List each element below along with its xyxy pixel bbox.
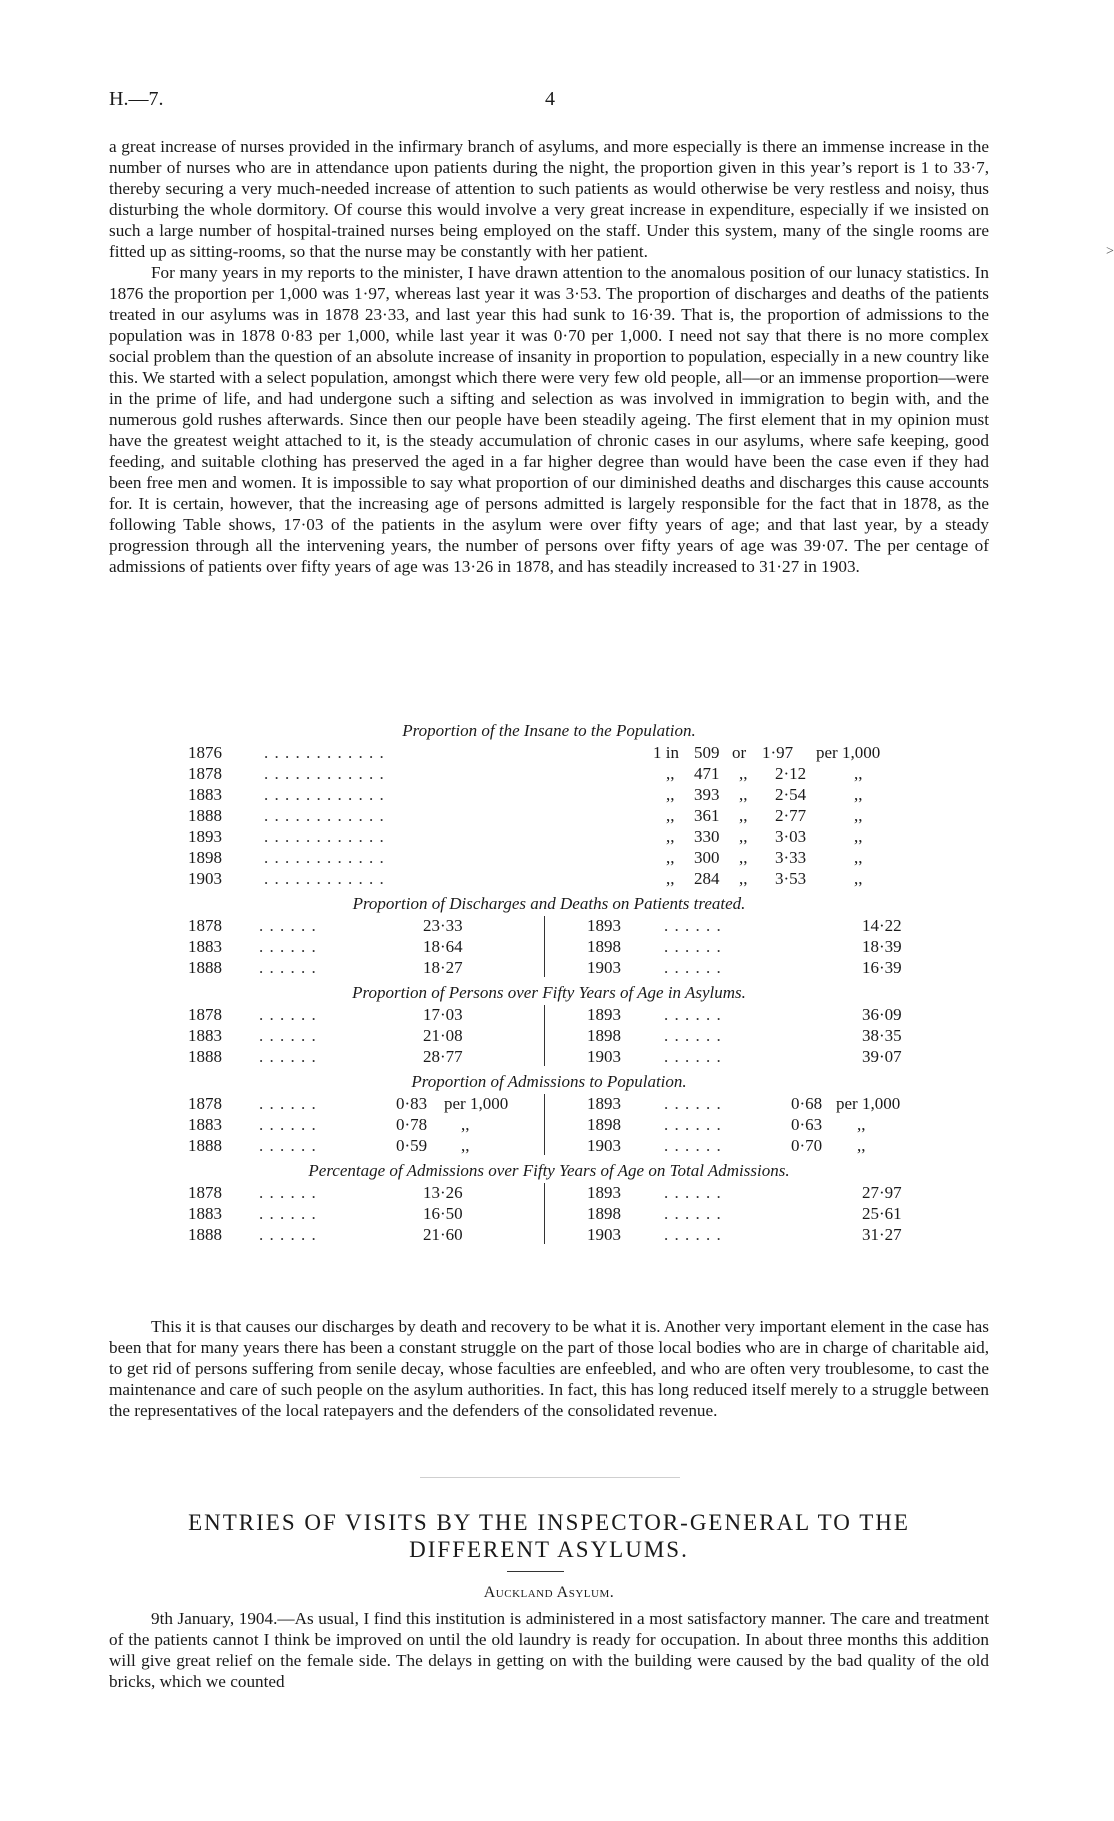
table-row (109, 1046, 989, 1067)
leader-dots: . . . . . . (259, 1225, 317, 1244)
year-cell-left: 1888 (188, 1136, 222, 1155)
paragraph-1: a great increase of nurses provided in the infirmary branch of asylums, and more especially is there an immense increase in the number of nurses who are in attendance upon patients during the night, the proportion given in this year’s report is 1 to 33·7, thereby securing a very much-needed increase of attention to such patients as would otherwise be very restless and noisy, thus disturbing the whole dormitory. Of course this would involve a very great increase in expenditure, especially if we insisted on such a large number of hospital-trained nurses being employed on the staff. Under this system, many of the single rooms are fitted up as sitting-rooms, so that the nurse may be constantly with her patient. (109, 137, 989, 261)
year-cell: 1878 (188, 764, 222, 783)
year-cell-left: 1883 (188, 1026, 222, 1045)
ratio-number: 284 (694, 869, 720, 888)
year-cell-right: 1893 (587, 1005, 621, 1024)
unit-left: ,, (461, 1136, 470, 1155)
ratio-lead: ,, (666, 827, 675, 846)
rate-value: 3·03 (775, 827, 807, 846)
leader-dots: . . . . . . . . . . . . (264, 827, 385, 846)
unit-right: ,, (857, 1115, 866, 1134)
leader-dots: . . . . . . (259, 1204, 317, 1223)
leader-dots: . . . . . . (664, 1094, 722, 1113)
leader-dots: . . . . . . (259, 1026, 317, 1045)
rate-value: 2·54 (775, 785, 807, 804)
table-5 (109, 1182, 989, 1245)
value-right: 18·39 (862, 937, 902, 956)
title-rule (507, 1571, 564, 1572)
year-cell-left: 1888 (188, 1047, 222, 1066)
visit-paragraph: 9th January, 1904.—As usual, I find this institution is administered in a most satisfactory manner. The care and treatment of the patients cannot I think be improved on until the old laundry is ready for occupation. In about three months this addition will give great relief on the female side. The delays in getting on with the building were caused by the bad quality of the old bricks, which we counted (109, 1609, 989, 1691)
value-right: 16·39 (862, 958, 902, 977)
table-3-caption: Proportion of Persons over Fifty Years of Age in Asylums. (352, 983, 746, 1002)
rate-value: 3·53 (775, 869, 807, 888)
section-title-line-2: DIFFERENT ASYLUMS. (409, 1537, 689, 1562)
ratio-number: 330 (694, 827, 720, 846)
table-row (109, 1025, 989, 1046)
section-title (109, 1509, 989, 1563)
value-left: 23·33 (423, 916, 463, 935)
rate-value: 3·33 (775, 848, 807, 867)
value-right: 36·09 (862, 1005, 902, 1024)
visit-text (109, 1608, 989, 1692)
value-left: 0·59 (396, 1136, 428, 1155)
year-cell-right: 1898 (587, 1115, 621, 1134)
leader-dots: . . . . . . (664, 1115, 722, 1134)
leader-dots: . . . . . . (664, 958, 722, 977)
table-row (109, 1135, 989, 1156)
year-cell-left: 1883 (188, 1115, 222, 1134)
year-cell-left: 1888 (188, 958, 222, 977)
value-left: 16·50 (423, 1204, 463, 1223)
rate-unit: ,, (854, 785, 863, 804)
table-row (109, 868, 989, 889)
value-right: 39·07 (862, 1047, 902, 1066)
year-cell-left: 1878 (188, 1005, 222, 1024)
ratio-lead: ,, (666, 764, 675, 783)
year-cell-left: 1878 (188, 1094, 222, 1113)
year-cell-left: 1878 (188, 916, 222, 935)
ratio-connector: ,, (739, 806, 748, 825)
table-row (109, 1093, 989, 1114)
year-cell: 1898 (188, 848, 222, 867)
value-right: 38·35 (862, 1026, 902, 1045)
leader-dots: . . . . . . (664, 1225, 722, 1244)
ratio-connector: or (732, 743, 747, 762)
rate-value: 1·97 (762, 743, 794, 762)
leader-dots: . . . . . . . . . . . . (264, 848, 385, 867)
value-right: 14·22 (862, 916, 902, 935)
value-left: 13·26 (423, 1183, 463, 1202)
table-row (109, 915, 989, 936)
year-cell: 1893 (188, 827, 222, 846)
ratio-connector: ,, (739, 785, 748, 804)
table-row (109, 805, 989, 826)
rate-unit: ,, (854, 764, 863, 783)
ratio-connector: ,, (739, 869, 748, 888)
asylum-subheading: Auckland Asylum. (483, 1584, 615, 1601)
table-row (109, 957, 989, 978)
ratio-connector: ,, (739, 827, 748, 846)
page-reference: H.—7. (109, 88, 164, 110)
ratio-number: 300 (694, 848, 720, 867)
table-row (109, 784, 989, 805)
table-4 (109, 1093, 989, 1156)
value-right: 0·70 (791, 1136, 823, 1155)
leader-dots: . . . . . . (664, 1183, 722, 1202)
upper-text (109, 136, 989, 577)
value-left: 18·27 (423, 958, 463, 977)
value-right: 27·97 (862, 1183, 902, 1202)
year-cell: 1876 (188, 743, 222, 762)
leader-dots: . . . . . . . . . . . . (264, 869, 385, 888)
leader-dots: . . . . . . . . . . . . (264, 806, 385, 825)
rate-unit: per 1,000 (816, 743, 881, 762)
value-left: 0·78 (396, 1115, 428, 1134)
table-3 (109, 1004, 989, 1067)
leader-dots: . . . . . . (664, 916, 722, 935)
ratio-number: 509 (694, 743, 720, 762)
rate-unit: ,, (854, 806, 863, 825)
ratio-lead: ,, (666, 785, 675, 804)
table-row (109, 936, 989, 957)
year-cell-right: 1893 (587, 916, 621, 935)
year-cell: 1883 (188, 785, 222, 804)
value-left: 21·60 (423, 1225, 463, 1244)
year-cell: 1903 (188, 869, 222, 888)
table-row (109, 1182, 989, 1203)
leader-dots: . . . . . . . . . . . . (264, 743, 385, 762)
year-cell-right: 1903 (587, 1047, 621, 1066)
unit-left: ,, (461, 1115, 470, 1134)
value-left: 18·64 (423, 937, 463, 956)
margin-mark: > (1106, 244, 1114, 259)
statistics-tables (109, 720, 989, 1245)
year-cell: 1888 (188, 806, 222, 825)
table-1 (109, 742, 989, 889)
leader-dots: . . . . . . . . . . . . (264, 764, 385, 783)
table-row (109, 1224, 989, 1245)
leader-dots: . . . . . . (259, 916, 317, 935)
rate-value: 2·12 (775, 764, 807, 783)
value-left: 21·08 (423, 1026, 463, 1045)
year-cell-left: 1878 (188, 1183, 222, 1202)
table-row (109, 847, 989, 868)
table-row (109, 1004, 989, 1025)
section-title-line-1: ENTRIES OF VISITS BY THE INSPECTOR-GENERAL TO THE (188, 1510, 910, 1535)
value-right: 0·68 (791, 1094, 823, 1113)
table-row (109, 763, 989, 784)
ratio-number: 361 (694, 806, 720, 825)
leader-dots: . . . . . . (664, 1204, 722, 1223)
year-cell-right: 1903 (587, 1225, 621, 1244)
paragraph-2: For many years in my reports to the minister, I have drawn attention to the anomalous position of our lunacy statistics. In 1876 the proportion per 1,000 was 1·97, whereas last year it was 3·53. The proportion of discharges and deaths of the patients treated in our asylums was in 1878 23·33, and last year this had sunk to 16·39. That is, the proportion of admissions to the population was in 1878 0·83 per 1,000, while last year it was 0·70 per 1,000. I need not say that there is no more complex social problem than the question of an absolute increase of insanity in proportion to population, especially in a new country like this. We started with a select population, amongst which there were very few old people, all—or an immense proportion—were in the prime of life, and had undergone such a sifting and selection as was involved in immigration to begin with, and the numerous gold rushes afterwards. Since then our people have been steadily ageing. The first element that in my opinion must have the greatest weight attached to it, is the steady accumulation of chronic cases in our asylums, where safe keeping, good feeding, and suitable clothing has preserved the aged in a far higher degree than would have been the case even if they had been free men and women. It is impossible to say what proportion of our diminished deaths and discharges this cause accounts for. It is certain, however, that the increasing age of persons admitted is largely responsible for the fact that in 1878, as the following Table shows, 17·03 of the patients in the asylum were over fifty years of age; and that last year, by a steady progression through all the intervening years, the number of persons over fifty years of age was 39·07. The per centage of admissions of patients over fifty years of age was 13·26 in 1878, and has steadily increased to 31·27 in 1903. (109, 263, 989, 576)
year-cell-right: 1903 (587, 1136, 621, 1155)
year-cell-right: 1893 (587, 1094, 621, 1113)
table-2 (109, 915, 989, 978)
year-cell-left: 1883 (188, 937, 222, 956)
table-5-caption: Percentage of Admissions over Fifty Years of Age on Total Admissions. (308, 1161, 790, 1180)
rate-unit: ,, (854, 869, 863, 888)
leader-dots: . . . . . . (259, 958, 317, 977)
ratio-number: 393 (694, 785, 720, 804)
value-left: 17·03 (423, 1005, 463, 1024)
leader-dots: . . . . . . (664, 1047, 722, 1066)
leader-dots: . . . . . . (664, 1005, 722, 1024)
leader-dots: . . . . . . (259, 1183, 317, 1202)
value-left: 28·77 (423, 1047, 463, 1066)
year-cell-right: 1893 (587, 1183, 621, 1202)
year-cell-left: 1883 (188, 1204, 222, 1223)
value-right: 25·61 (862, 1204, 902, 1223)
page-number: 4 (545, 88, 555, 110)
table-row (109, 1114, 989, 1135)
rate-unit: ,, (854, 848, 863, 867)
ratio-number: 471 (694, 764, 720, 783)
leader-dots: . . . . . . (259, 937, 317, 956)
faint-divider (420, 1477, 680, 1478)
table-4-caption: Proportion of Admissions to Population. (411, 1072, 687, 1091)
leader-dots: . . . . . . (664, 1026, 722, 1045)
unit-left: per 1,000 (444, 1094, 509, 1113)
year-cell-right: 1898 (587, 1204, 621, 1223)
year-cell-right: 1898 (587, 937, 621, 956)
year-cell-left: 1888 (188, 1225, 222, 1244)
rate-unit: ,, (854, 827, 863, 846)
ratio-lead: ,, (666, 869, 675, 888)
table-row (109, 1203, 989, 1224)
table-1-caption: Proportion of the Insane to the Population. (402, 721, 696, 740)
ratio-lead: ,, (666, 806, 675, 825)
ratio-lead: ,, (666, 848, 675, 867)
leader-dots: . . . . . . (259, 1115, 317, 1134)
ratio-connector: ,, (739, 848, 748, 867)
leader-dots: . . . . . . (664, 1136, 722, 1155)
leader-dots: . . . . . . . . . . . . (264, 785, 385, 804)
unit-right: per 1,000 (836, 1094, 901, 1113)
year-cell-right: 1903 (587, 958, 621, 977)
table-row (109, 826, 989, 847)
rate-value: 2·77 (775, 806, 807, 825)
ratio-lead: 1 in (653, 743, 679, 762)
unit-right: ,, (857, 1136, 866, 1155)
leader-dots: . . . . . . (664, 937, 722, 956)
leader-dots: . . . . . . (259, 1136, 317, 1155)
leader-dots: . . . . . . (259, 1005, 317, 1024)
value-left: 0·83 (396, 1094, 428, 1113)
value-right: 31·27 (862, 1225, 902, 1244)
leader-dots: . . . . . . (259, 1047, 317, 1066)
table-2-caption: Proportion of Discharges and Deaths on Patients treated. (352, 894, 746, 913)
paragraph-3: This it is that causes our discharges by death and recovery to be what it is. Another very important element in the case has been that for many years there has been a constant struggle on the part of those local bodies who are in charge of charitable aid, to get rid of persons suffering from senile decay, whose faculties are enfeebled, and who are often very troublesome, to cast the maintenance and care of such people on the asylum authorities. In fact, this has long reduced itself merely to a struggle between the representatives of the local ratepayers and the defenders of the consolidated revenue. (109, 1317, 989, 1420)
year-cell-right: 1898 (587, 1026, 621, 1045)
leader-dots: . . . . . . (259, 1094, 317, 1113)
value-right: 0·63 (791, 1115, 823, 1134)
lower-text (109, 1316, 989, 1421)
table-row (109, 742, 989, 763)
ratio-connector: ,, (739, 764, 748, 783)
